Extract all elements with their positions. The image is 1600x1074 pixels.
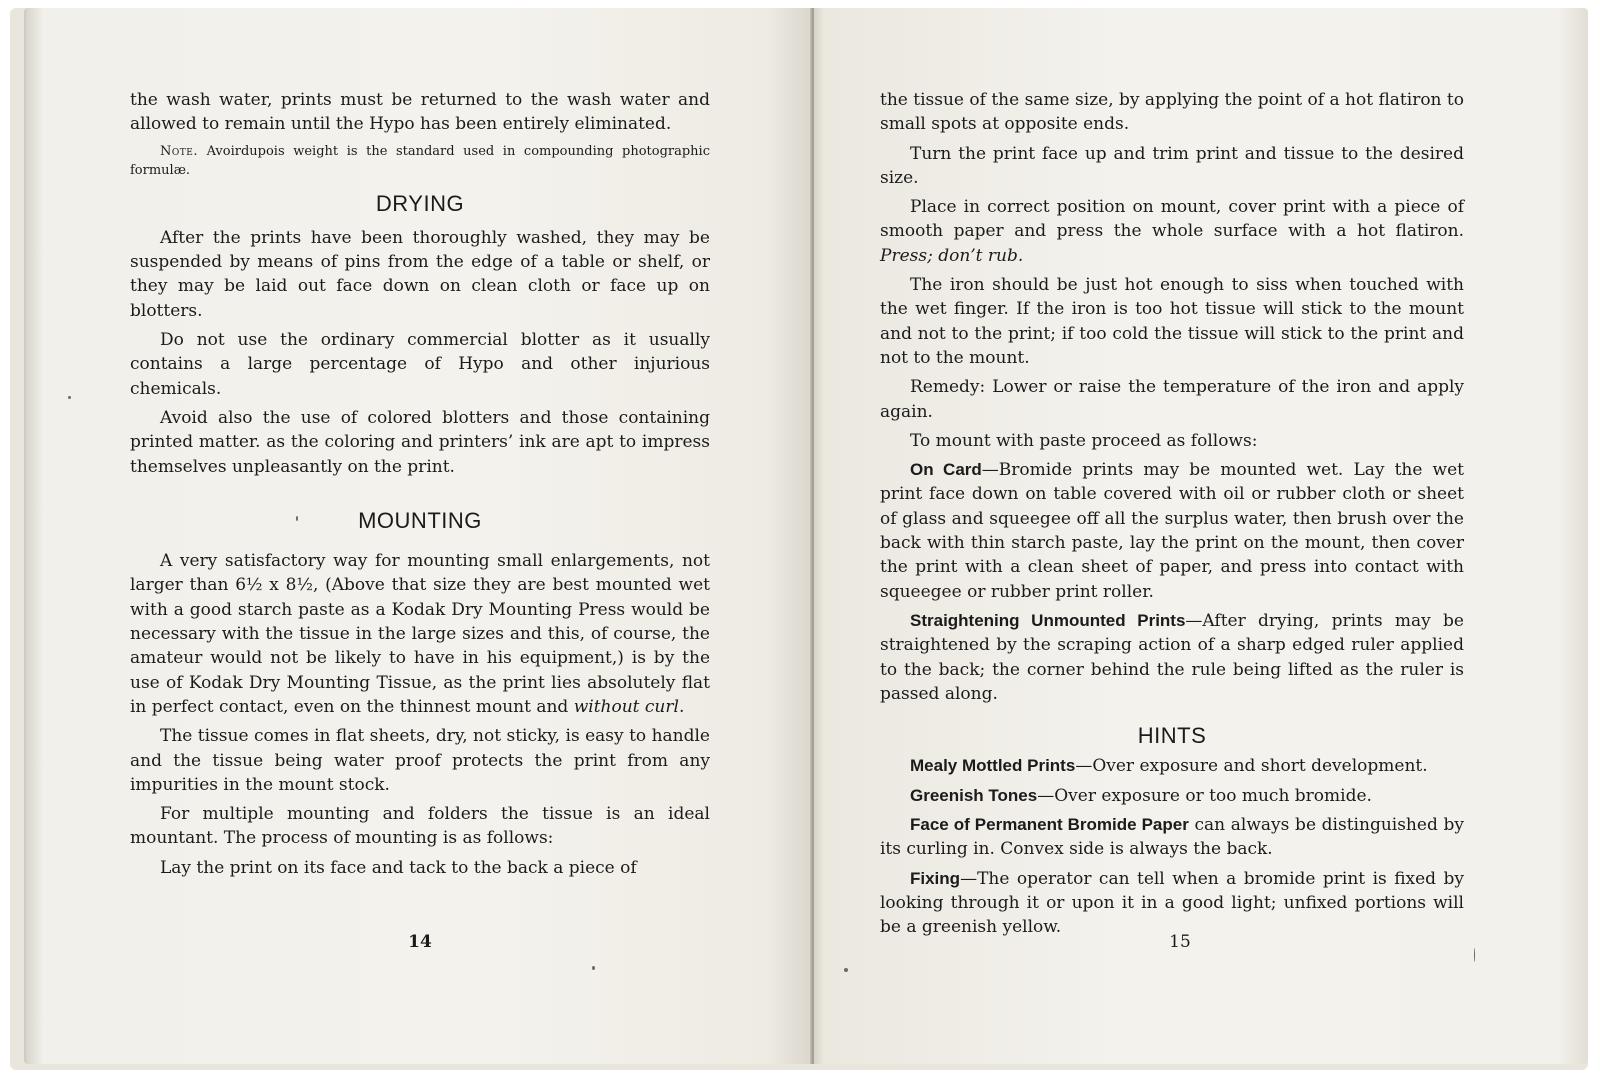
right-page xyxy=(814,8,1588,1064)
hint-lead: Greenish Tones xyxy=(910,785,1038,805)
mounting-paragraph: Lay the print on its face and tack to the back a piece of xyxy=(160,857,637,878)
hint-lead: Face of Permanent Bromide Paper xyxy=(910,815,1189,835)
paper-speck xyxy=(592,966,595,970)
mounting-paragraph xyxy=(130,549,710,719)
body-paragraph: Remedy: Lower or raise the temperature of the iron and apply again. xyxy=(880,377,1464,422)
mounting-heading: MOUNTING xyxy=(358,507,482,533)
press-emphasis: Press; don’t rub. xyxy=(880,245,1024,266)
right-page-text xyxy=(880,88,1464,945)
note-label: Note. xyxy=(160,143,198,159)
body-paragraph-text: Place in correct position on mount, cover print with a piece of smooth paper and press the whole surface with a hot flatiron. xyxy=(880,197,1464,242)
mounting-paragraph: The tissue comes in flat sheets, dry, not sticky, is easy to handle and the tissue being water proof protects the print from any impurities in the mount stock. xyxy=(130,726,710,795)
hint-lead: Mealy Mottled Prints xyxy=(910,756,1076,776)
paper-speck xyxy=(844,968,848,972)
weight-note xyxy=(130,142,710,180)
continued-paragraph: the tissue of the same size, by applying the point of a hot flatiron to small spots at opposite ends. xyxy=(880,90,1464,135)
drying-paragraph: Avoid also the use of colored blotters and those containing printed matter. as the coloring and printers’ ink are apt to impress themselves unpleasantly on the print. xyxy=(130,407,710,477)
mounting-emphasis: without curl xyxy=(573,696,679,717)
paper-speck xyxy=(68,396,71,399)
page-number-left: 14 xyxy=(408,932,432,952)
hint-item xyxy=(880,784,1464,808)
left-page-text xyxy=(130,88,710,885)
mounting-paragraph-end: . xyxy=(678,696,685,717)
on-card-lead: On Card xyxy=(910,460,982,480)
hint-text: —Over exposure and short development. xyxy=(1075,756,1428,777)
hint-lead: Fixing xyxy=(910,868,961,888)
paper-speck xyxy=(296,516,298,521)
hints-heading: HINTS xyxy=(1137,723,1207,749)
straightening-lead: Straightening Unmounted Prints xyxy=(910,610,1186,630)
straightening-paragraph xyxy=(880,609,1464,706)
hint-text: —The operator can tell when a bromide print is fixed by looking through it or upon it in a good light; unfixed portions will be a greenish yellow. xyxy=(880,868,1464,938)
body-paragraph: Turn the print face up and trim print and tissue to the desired size. xyxy=(880,143,1464,188)
hint-text: can always be distinguished by its curling in. Convex side is always the back. xyxy=(880,815,1464,860)
body-paragraph xyxy=(880,195,1464,268)
hint-item xyxy=(880,813,1464,862)
body-paragraph: To mount with paste proceed as follows: xyxy=(910,430,1258,451)
left-page xyxy=(24,8,814,1064)
mounting-paragraph: For multiple mounting and folders the tissue is an ideal mountant. The process of mounting is as follows: xyxy=(130,804,710,849)
drying-paragraph: Do not use the ordinary commercial blotter as it usually contains a large percentage of Hypo and other injurious chemicals. xyxy=(130,330,710,399)
continued-paragraph: the wash water, prints must be returned to the wash water and allowed to remain until the Hypo has been entirely eliminated. xyxy=(130,90,710,135)
straightening-text: —After drying, prints may be straightened by the scraping action of a sharp edged ruler applied to the back; the corner behind the rule being lifted as the ruler is passed along. xyxy=(880,610,1464,704)
note-text: Avoirdupois weight is the standard used in compounding photographic formulæ. xyxy=(130,143,710,178)
paper-speck xyxy=(1474,948,1475,962)
body-paragraph: The iron should be just hot enough to siss when touched with the wet finger. If the iron is too hot tissue will stick to the mount and not to the print; if too cold the tissue will stick to the print and not to the mount. xyxy=(880,275,1464,368)
on-card-paragraph xyxy=(880,458,1464,604)
drying-heading: DRYING xyxy=(375,190,465,216)
on-card-text: —Bromide prints may be mounted wet. Lay the wet print face down on table covered with oil or rubber cloth or sheet of glass and squeegee off all the surplus water, then brush over the back with thin starch paste, lay the print on the mount, then cover the print with a clean sheet of paper, and press into contact with squeegee or rubber print roller. xyxy=(880,460,1464,602)
open-booklet xyxy=(10,8,1588,1070)
mounting-paragraph-text: A very satisfactory way for mounting small enlargements, not larger than 6½ x 8½, (Above that size they are best mounted wet with a good starch paste as a Kodak Dry Mounting Press would be necessary with the tissue in the large sizes and this, of course, the amateur would not be likely to have in his equipment,) is by the use of Kodak Dry Mounting Tissue, as the print lies absolutely flat in perfect contact, even on the thinnest mount and xyxy=(130,551,710,717)
hint-text: —Over exposure or too much bromide. xyxy=(1037,785,1372,806)
hint-item xyxy=(880,754,1464,778)
drying-paragraph: After the prints have been thoroughly washed, they may be suspended by means of pins from the edge of a table or shelf, or they may be laid out face down on clean cloth or face up on blotters. xyxy=(130,227,710,321)
page-number-right: 15 xyxy=(1169,932,1191,952)
hint-item xyxy=(880,867,1464,940)
